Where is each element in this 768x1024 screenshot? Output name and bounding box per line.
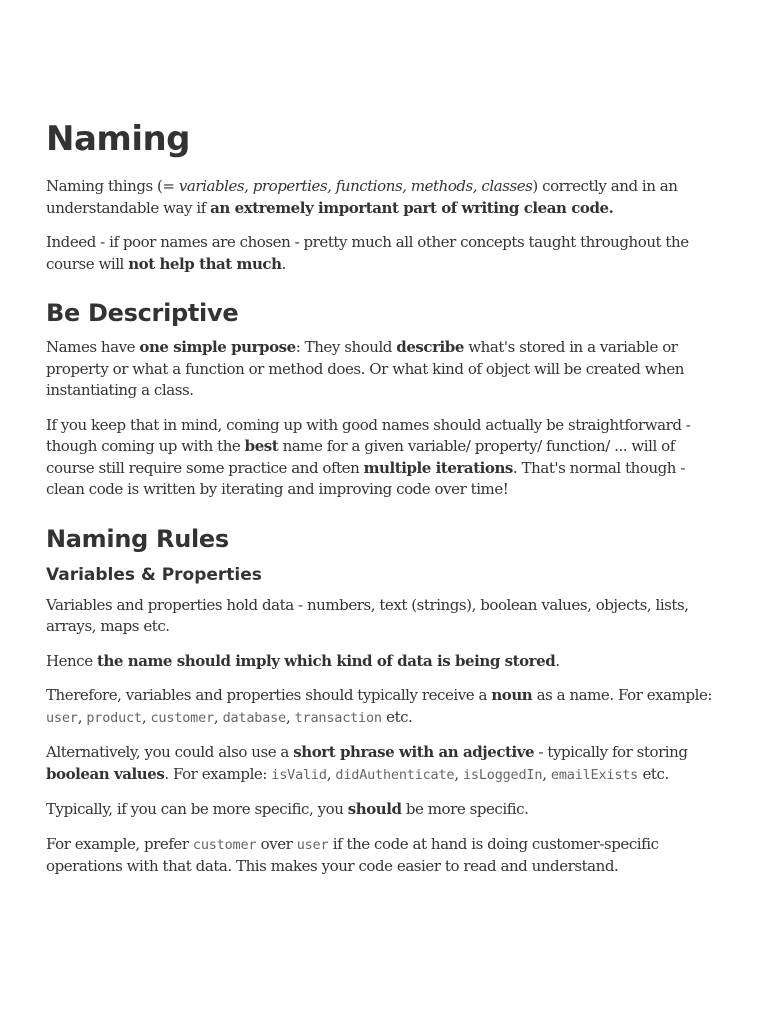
document-page <box>46 118 722 891</box>
code-didauthenticate: didAuthenticate <box>335 766 455 783</box>
section-heading-naming-rules: Naming Rules <box>46 524 229 553</box>
code-transaction: transaction <box>294 709 382 726</box>
bold-text: multiple iterations <box>363 458 513 477</box>
bold-text: boolean values <box>46 764 165 783</box>
code-isvalid: isValid <box>271 766 327 783</box>
bold-text: the name should imply which kind of data is being stored <box>96 651 556 670</box>
intro-paragraph-2: Indeed - if poor names are chosen - pretty much all other concepts taught throughout the course will not help that much. <box>46 233 689 273</box>
code-customer: customer <box>150 709 214 726</box>
intro-paragraph-1: Naming things (= variables, properties, functions, methods, classes) correctly and in an understandable way if an extremely important part of writing clean code. <box>46 177 678 217</box>
code-database: database <box>222 709 286 726</box>
rules-paragraph-3: Therefore, variables and properties should typically receive a noun as a name. For example: user, product, customer, database, transaction etc. <box>46 686 712 726</box>
italic-text: variables, properties, functions, methods, classes <box>178 177 533 195</box>
page-title: Naming <box>46 119 191 159</box>
bold-text: should <box>347 800 402 818</box>
rules-paragraph-1: Variables and properties hold data - numbers, text (strings), boolean values, objects, lists, arrays, maps etc. <box>46 595 689 635</box>
rules-paragraph-5: Typically, if you can be more specific, you should be more specific. <box>46 800 529 818</box>
code-product: product <box>86 709 142 726</box>
bold-text: an extremely important part of writing clean code. <box>210 198 614 217</box>
section-heading-be-descriptive: Be Descriptive <box>46 299 239 327</box>
rules-paragraph-4: Alternatively, you could also use a short phrase with an adjective - typically for storing boolean values. For example: isValid, didAuthenticate, isLoggedIn, emailExists etc. <box>46 743 688 783</box>
code-user: user <box>46 709 78 726</box>
bold-text: describe <box>396 338 464 356</box>
code-customer: customer <box>192 836 257 853</box>
descriptive-paragraph-2: If you keep that in mind, coming up with good names should actually be straightforward - though coming up with the best name for a given variable/ property/ function/ ... will of course still require some practice and often multiple iterations. That's normal though - clean code is written by iterating and improving code over time! <box>46 415 691 498</box>
bold-text: not help that much <box>128 254 282 273</box>
bold-text: one simple purpose <box>139 338 296 356</box>
code-isloggedin: isLoggedIn <box>462 766 543 783</box>
rules-paragraph-6: For example, prefer customer over user if the code at hand is doing customer-specific operations with that data. This makes your code easier to read and understand. <box>46 834 659 875</box>
rules-paragraph-2: Hence the name should imply which kind of data is being stored. <box>46 651 560 670</box>
subheading-variables-properties: Variables & Properties <box>46 564 262 585</box>
code-emailexists: emailExists <box>550 766 639 783</box>
code-user: user <box>296 836 329 853</box>
bold-text: best <box>244 437 279 455</box>
descriptive-paragraph-1: Names have one simple purpose: They should describe what's stored in a variable or property or what a function or method does. Or what kind of object will be created when instantiating a class. <box>46 338 685 399</box>
bold-text: noun <box>491 686 533 704</box>
bold-text: short phrase with an adjective <box>293 743 535 761</box>
